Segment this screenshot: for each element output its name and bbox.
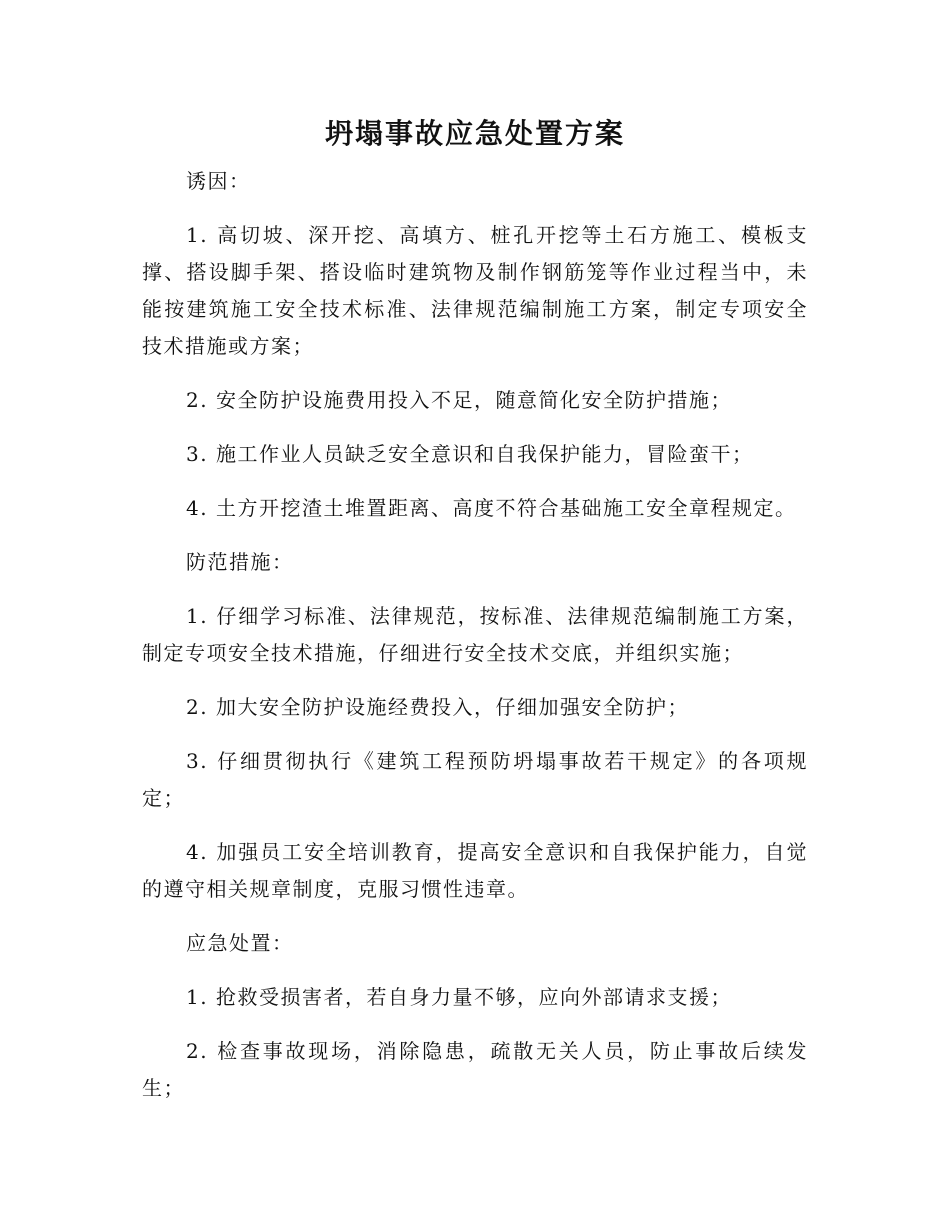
prevention-item-2: 2. 加大安全防护设施经费投入，仔细加强安全防护； — [186, 695, 689, 719]
response-item-1: 1. 抢救受损害者，若自身力量不够，应向外部请求支援； — [186, 985, 732, 1009]
document-body — [142, 163, 808, 1124]
cause-heading: 诱因： — [186, 169, 251, 193]
prevention-item-1: 1. 仔细学习标准、法律规范，按标准、法律规范编制施工方案，制定专项安全技术措施，仔细进行安全技术交底，并组织实施； — [142, 604, 808, 665]
cause-item-2: 2. 安全防护设施费用投入不足，随意简化安全防护措施； — [186, 388, 732, 412]
cause-item-3: 3. 施工作业人员缺乏安全意识和自我保护能力，冒险蛮干； — [186, 442, 754, 466]
cause-item-4: 4. 土方开挖渣土堆置距离、高度不符合基础施工安全章程规定。 — [186, 496, 797, 520]
prevention-item-3: 3. 仔细贯彻执行《建筑工程预防坍塌事故若干规定》的各项规定； — [142, 749, 808, 810]
cause-item-1: 1. 高切坡、深开挖、高填方、桩孔开挖等土石方施工、模板支撑、搭设脚手架、搭设临时建筑物及制作钢筋笼等作业过程当中，未能按建筑施工安全技术标准、法律规范编制施工方案，制定专项安全技术措施或方案； — [142, 223, 808, 358]
response-heading: 应急处置： — [186, 931, 294, 955]
prevention-item-4: 4. 加强员工安全培训教育，提高安全意识和自我保护能力，自觉的遵守相关规章制度，克服习惯性违章。 — [142, 840, 808, 901]
document-title: 坍塌事故应急处置方案 — [324, 117, 625, 150]
prevention-heading: 防范措施： — [186, 550, 294, 574]
response-item-2: 2. 检查事故现场，消除隐患，疏散无关人员，防止事故后续发生； — [142, 1039, 808, 1100]
